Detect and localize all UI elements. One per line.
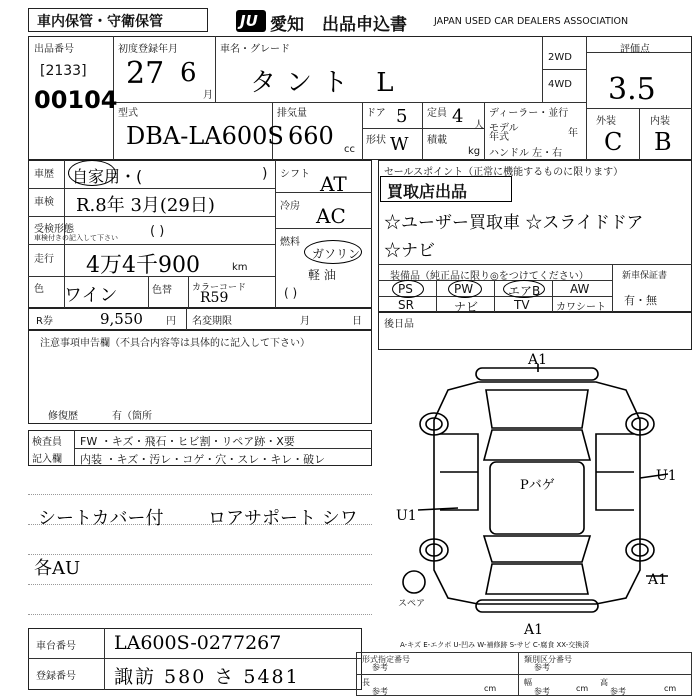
declaration-label: 注意事項申告欄（不具合内容等は具体的に記入して下さい） [40, 338, 310, 349]
capacity-value: 4 [452, 106, 464, 127]
drive-4wd: 4WD [548, 79, 572, 90]
rear-items-label: 後日品 [384, 319, 414, 330]
mileage-label: 走行 [34, 254, 54, 265]
history-close: ) [262, 166, 268, 182]
diagram-mark-left: U1 [396, 508, 417, 524]
fuel-diesel: 軽 油 [308, 268, 336, 282]
form-title: 出品申込書 [322, 15, 407, 35]
car-name-label: 車名・グレード [220, 44, 290, 55]
model-year-sub: 年式 [489, 132, 509, 143]
rear-items-box [378, 312, 692, 350]
equipment-seat: カワシート [556, 302, 606, 313]
shape-value: W [390, 134, 409, 155]
category-label: 類別区分番号 [524, 655, 572, 664]
dealer-stamp: 買取店出品 [380, 176, 512, 202]
first-registration-month: 6 [180, 58, 197, 88]
note-seat-cover: シートカバー付 [38, 508, 164, 529]
chassis-label: 車台番号 [36, 641, 76, 652]
shape-label: 形状 [366, 135, 386, 146]
equipment-sr: SR [398, 298, 414, 312]
length-unit: cm [484, 684, 497, 693]
width-ref: 参考 [534, 687, 550, 696]
displacement-unit: cc [344, 144, 355, 155]
load-unit: kg [468, 146, 481, 157]
aircon-value: AC [316, 204, 346, 228]
inspector-label: 検査員 [32, 437, 62, 448]
score-value: 3.5 [608, 72, 656, 107]
displacement-value: 660 [288, 122, 334, 150]
history-value: 自家用・( [72, 167, 143, 186]
circle-mark-ps [392, 280, 424, 298]
recycle-value: 9,550 [100, 310, 143, 328]
association-name: JAPAN USED CAR DEALERS ASSOCIATION [434, 16, 629, 27]
equipment-tv: TV [514, 298, 530, 312]
inspection-value: R.8年 3月(29日) [76, 195, 215, 216]
interior-label: 内装 [650, 116, 670, 127]
shift-label: シフト [280, 169, 310, 180]
registration-label: 登録番号 [36, 671, 76, 682]
chassis-number: LA600S-0277267 [114, 632, 282, 654]
capacity-unit: 人 [474, 120, 484, 131]
entry-code: [2133] [40, 63, 87, 79]
history-label: 車歴 [34, 169, 54, 180]
exterior-label: 外装 [596, 116, 616, 127]
exterior-grade: C [604, 128, 623, 156]
model-year-label: モデル [489, 123, 519, 134]
form-cert-label: 形式指定番号 [362, 655, 410, 664]
diagram-mark-u1: U1 [656, 468, 677, 484]
mileage-value: 4万4千900 [86, 253, 200, 278]
drive-2wd: 2WD [548, 52, 572, 63]
load-label: 積載 [427, 135, 447, 146]
first-registration-label: 初度登録年月 [118, 44, 178, 55]
height-unit: cm [664, 684, 677, 693]
color-label: 色 [34, 284, 44, 295]
score-label: 評価点 [620, 44, 650, 55]
fuel-label: 燃料 [280, 237, 300, 248]
brand-name: 愛知 [270, 15, 304, 35]
diagram-mark-p: Pバゲ [520, 478, 555, 493]
fuel-gasoline: ガソリン [312, 247, 361, 261]
registration-number: 諏訪 580 さ 5481 [114, 666, 300, 688]
note-lower-support: ロアサポート シワ [208, 508, 358, 529]
warranty-value: 有・無 [624, 294, 657, 307]
circle-mark-gasoline [304, 240, 362, 264]
color-change-label: 色替 [152, 285, 172, 296]
car-condition-diagram [378, 350, 692, 640]
form-cert-ref: 参考 [372, 663, 388, 672]
name-transfer-month: 月 [300, 316, 310, 327]
equipment-navi: ナビ [454, 300, 479, 314]
length-label: 長 [362, 678, 370, 687]
equipment-airbag: エアB [508, 284, 541, 298]
aircon-label: 冷房 [280, 201, 300, 212]
height-ref: 参考 [610, 687, 626, 696]
equipment-ps: PS [398, 282, 413, 296]
entry-number: 00104 [34, 86, 118, 114]
doors-label: ドア [366, 108, 386, 119]
color-code-label: カラーコード [192, 283, 247, 293]
width-label: 幅 [524, 678, 532, 687]
month-unit: 月 [203, 90, 213, 101]
acceptance-label: 受検形態 [34, 224, 74, 235]
repair-label: 修復歴 [48, 411, 78, 422]
fuel-paren: ( ) [284, 286, 298, 300]
doors-value: 5 [396, 106, 408, 127]
width-unit: cm [576, 684, 589, 693]
diagram-mark-a1-bottom: A1 [524, 622, 544, 638]
year-unit: 年 [568, 128, 578, 139]
inspection-label: 車検 [34, 197, 54, 208]
circle-mark-pw [448, 280, 482, 298]
name-transfer-day: 日 [352, 316, 362, 327]
category-ref: 参考 [534, 663, 550, 672]
color-code-value: R59 [200, 290, 229, 306]
sales-point-line1: ☆ユーザー買取車 ☆スライドドア [384, 213, 644, 233]
warranty-label: 新車保証書 [622, 271, 668, 281]
spare-label: スペア [398, 599, 426, 609]
color-value: ワイン [64, 285, 118, 306]
recycle-label: R券 [36, 316, 53, 327]
equipment-aw: AW [570, 282, 590, 296]
dealer-label: ディーラー・並行 [489, 108, 569, 119]
sales-points-label: セールスポイント（正常に機能するものに限ります） [384, 167, 624, 178]
mileage-unit: km [232, 262, 248, 273]
damage-legend: A-キズ E-エクボ U-凹み W-補修跡 S-サビ C-腐食 XX-交換済 [400, 641, 590, 649]
length-ref: 参考 [372, 687, 388, 696]
interior-grade: B [654, 128, 672, 156]
displacement-label: 排気量 [277, 108, 307, 119]
ju-logo: JU [236, 10, 266, 32]
entry-number-label: 出品番号 [34, 44, 74, 55]
acceptance-sub: 車検付きの記入して下さい [34, 234, 118, 242]
equipment-pw: PW [454, 282, 474, 296]
capacity-label: 定員 [427, 108, 447, 119]
height-label: 高 [600, 678, 608, 687]
model-value: DBA-LA600S [126, 122, 284, 150]
recycle-unit: 円 [166, 316, 176, 327]
name-transfer-label: 名変期限 [192, 316, 232, 327]
acceptance-paren: ( ) [150, 224, 165, 239]
entry-field-label: 記入欄 [32, 454, 62, 465]
car-name: タント L [250, 68, 404, 98]
storage-note: 車内保管・守衛保管 [37, 14, 163, 30]
shift-value: AT [320, 172, 347, 196]
circle-mark-private [68, 160, 116, 186]
sales-point-line2: ☆ナビ [384, 241, 435, 261]
model-label: 型式 [118, 108, 138, 119]
interior-row: 内装 ・キズ・汚レ・コゲ・穴・スレ・キレ・破レ [80, 453, 326, 466]
storage-note-box [28, 8, 208, 32]
handle-label: ハンドル 左・右 [489, 148, 563, 159]
repair-value: 有（箇所 [112, 411, 152, 422]
fw-row: FW ・キズ・飛石・ヒビ割・リペア跡・X要 [80, 435, 295, 448]
circle-mark-airbag [503, 280, 545, 298]
diagram-mark-a1-right: A1 [648, 572, 668, 588]
first-registration-year: 27 [126, 56, 165, 91]
equipment-label: 装備品（純正品に限り◎をつけてください） [390, 271, 589, 282]
diagram-mark-a1-top: A1 [528, 352, 548, 368]
note-each-au: 各AU [34, 558, 81, 579]
